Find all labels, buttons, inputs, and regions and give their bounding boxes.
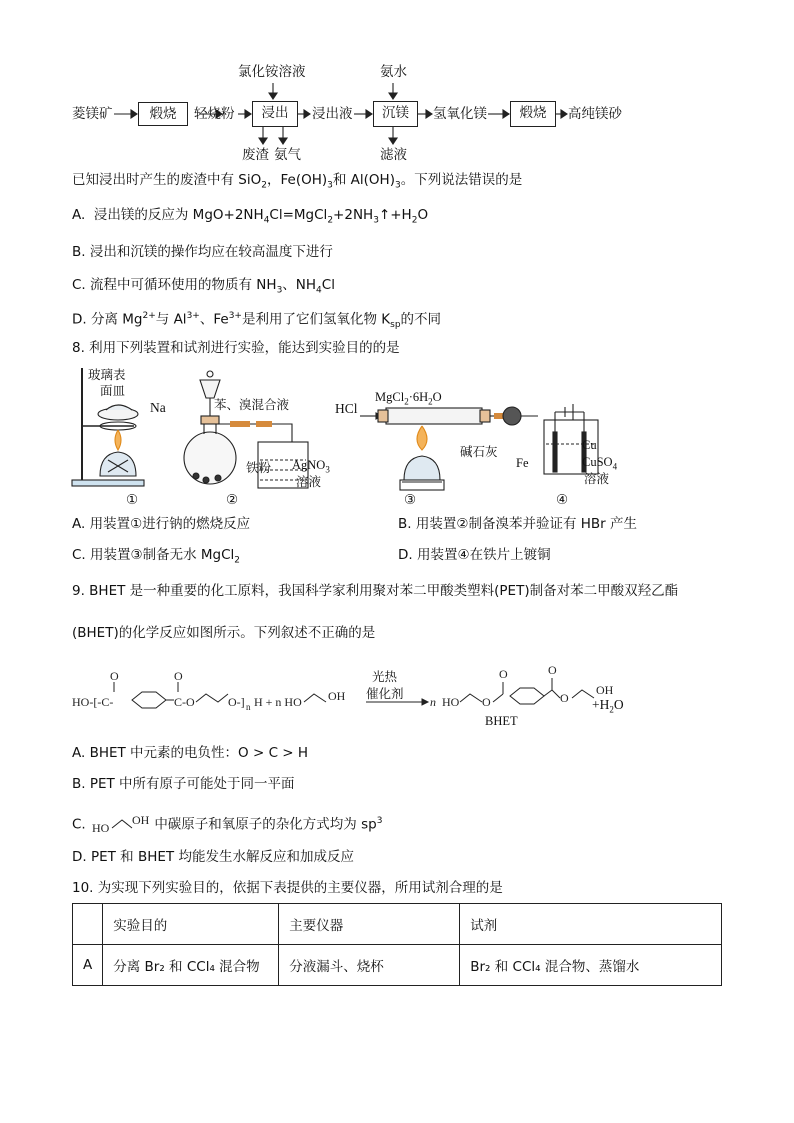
flow-filtrate: 滤液 <box>380 147 407 163</box>
svg-text:C-O: C-O <box>174 695 195 709</box>
apparatus-number-1: ① <box>126 492 139 508</box>
flow-ore: 菱镁矿 <box>72 106 113 122</box>
label-cuso4-solution: 溶液 <box>584 471 610 486</box>
q9-option-c: C. HO OH 中碳原子和氧原子的杂化方式均为 $sp^3$ <box>72 813 383 835</box>
label-agno3-solution: 溶液 <box>296 474 322 489</box>
label-watchglass-1: 玻璃表 <box>88 367 126 382</box>
svg-text:OH: OH <box>328 689 346 703</box>
q8-option-c: C. 用装置③制备无水 MgCl$_2$ <box>72 547 241 566</box>
svg-text:H + n HO: H + n HO <box>254 695 302 709</box>
label-benzene-bromine: 苯、溴混合液 <box>214 397 290 412</box>
svg-text:HO: HO <box>92 820 110 835</box>
label-cuso4: CuSO$_4$ <box>582 455 618 472</box>
label-soda-lime: 碱石灰 <box>460 444 498 459</box>
table-header-row <box>73 904 722 945</box>
ethylene-glycol-structure <box>90 814 150 836</box>
svg-text:O: O <box>499 667 508 681</box>
label-agno3: AgNO$_3$ <box>292 458 330 475</box>
row-a-reagents: Br₂ 和 CCl₄ 混合物、蒸馏水 <box>460 945 722 986</box>
svg-text:O: O <box>482 695 491 709</box>
row-a-label: A <box>73 945 103 986</box>
header-cell-reagents: 试剂 <box>460 904 722 945</box>
svg-text:O: O <box>110 669 119 683</box>
flow-leachate: 浸出液 <box>312 106 353 122</box>
q9-condition-catalyst: 催化剂 <box>366 686 404 701</box>
flow-step-calcine-2: 煅烧 <box>510 101 556 127</box>
label-fe: Fe <box>516 456 529 470</box>
svg-text:O: O <box>174 669 183 683</box>
q9-option-b: B. PET 中所有原子可能处于同一平面 <box>72 776 295 792</box>
svg-text:n: n <box>246 702 251 712</box>
flow-step-calcine-1: 煅烧 <box>138 102 188 126</box>
q7-option-b: B. 浸出和沉镁的操作均应在较高温度下进行 <box>72 244 333 260</box>
label-iron-powder: 铁粉 <box>246 460 272 475</box>
apparatus-number-2: ② <box>226 492 239 508</box>
table-row <box>73 945 722 986</box>
label-hcl: HCl <box>335 401 358 416</box>
header-cell-instruments: 主要仪器 <box>279 904 460 945</box>
flow-ammonia-gas: 氨气 <box>274 147 301 163</box>
row-a-instruments: 分液漏斗、烧杯 <box>279 945 460 986</box>
q9-water: $+H_2O$ <box>592 697 624 715</box>
q9-stem-line-1: 9. BHET 是一种重要的化工原料，我国科学家利用聚对苯二甲酸类塑料(PET)制备对苯二甲酸双羟乙酯 <box>72 583 679 599</box>
q10-stem: 10. 为实现下列实验目的，依据下表提供的主要仪器，所用试剂合理的是 <box>72 880 503 896</box>
row-a-purpose: 分离 Br₂ 和 CCl₄ 混合物 <box>103 945 279 986</box>
svg-text:OH: OH <box>132 813 150 827</box>
q8-option-b: B. 用装置②制备溴苯并验证有 HBr 产生 <box>398 516 637 532</box>
flowchart-arrows <box>0 0 794 170</box>
label-watchglass-2: 面皿 <box>100 383 126 398</box>
header-cell-purpose: 实验目的 <box>103 904 279 945</box>
q9-option-d: D. PET 和 BHET 均能发生水解反应和加成反应 <box>72 849 354 865</box>
flow-reagent-leach: 氯化铵溶液 <box>238 64 306 80</box>
q9-option-a: A. BHET 中元素的电负性：O > C > H <box>72 745 309 761</box>
q9-stem-line-2: (BHET)的化学反应如图所示。下列叙述不正确的是 <box>72 625 376 641</box>
flow-hydroxide: 氢氧化镁 <box>433 106 487 122</box>
flow-light-powder: 轻烧粉 <box>194 106 235 122</box>
header-cell-index <box>73 904 103 945</box>
q9-bhet-label: BHET <box>485 714 518 728</box>
q8-apparatus-diagrams <box>60 360 640 510</box>
q9-condition-light-heat: 光热 <box>372 669 398 684</box>
svg-text:HO: HO <box>442 695 460 709</box>
q8-option-d: D. 用装置④在铁片上镀铜 <box>398 547 551 563</box>
q7-stem: 已知浸出时产生的废渣中有 SiO$_2$，$Fe(OH)_3$和 $Al(OH)_3$。下列说法错误的是 <box>72 172 523 191</box>
q8-option-a: A. 用装置①进行钠的燃烧反应 <box>72 516 251 532</box>
q7-option-d: D. 分离 $Mg^{2+}$与 $Al^{3+}$、$Fe^{3+}$是利用了它们氢氧化物 $K_{sp}$的不同 <box>72 311 442 331</box>
label-na: Na <box>150 400 166 415</box>
flow-step-leach: 浸出 <box>252 101 298 127</box>
svg-text:HO-[-C-: HO-[-C- <box>72 695 114 709</box>
q7-option-c: C. 流程中可循环使用的物质有 $NH_3$、$NH_4Cl$ <box>72 277 335 296</box>
svg-text:O: O <box>548 663 557 677</box>
svg-text:OH: OH <box>596 683 614 697</box>
label-mgcl2: $MgCl_2\cdot 6H_2O$ <box>375 390 442 407</box>
q8-stem: 8. 利用下列装置和试剂进行实验，能达到实验目的的是 <box>72 340 400 356</box>
svg-text:O: O <box>560 691 569 705</box>
apparatus-number-4: ④ <box>556 492 569 508</box>
flow-step-precip: 沉镁 <box>373 101 418 127</box>
q7-option-a: A. 浸出镁的反应为 $MgO+2NH_4Cl=MgCl_2+2NH_3↑+H_2O$ <box>72 207 429 226</box>
flow-reagent-precip: 氨水 <box>380 64 407 80</box>
svg-text:n: n <box>430 695 436 709</box>
flow-waste: 废渣 <box>242 147 269 163</box>
q10-table <box>72 903 722 986</box>
flow-product: 高纯镁砂 <box>568 106 622 122</box>
apparatus-number-3: ③ <box>404 492 417 508</box>
stand-base <box>72 480 144 486</box>
label-cu: Cu <box>582 438 597 452</box>
svg-text:O-]: O-] <box>228 695 245 709</box>
